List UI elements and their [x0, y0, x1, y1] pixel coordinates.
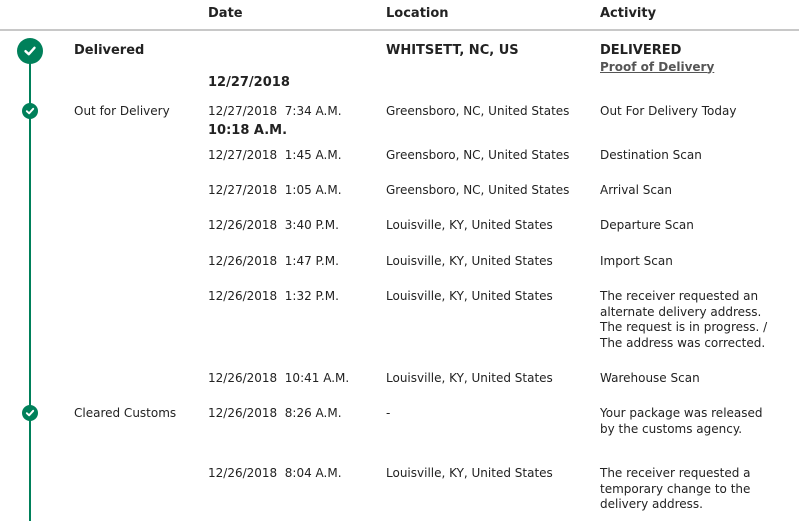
activity-cell: Arrival Scan [600, 183, 672, 197]
datetime-cell: 12/26/2018 8:26 A.M. [208, 406, 342, 420]
header-date: Date [208, 6, 243, 21]
datetime-cell: 12/27/2018 1:05 A.M. [208, 183, 342, 197]
datetime-cell: 12/26/2018 3:40 P.M. [208, 218, 339, 232]
activity-cell [600, 43, 780, 75]
location-cell: Louisville, KY, United States [386, 218, 553, 232]
datetime-cell: 12/26/2018 1:32 P.M. [208, 289, 339, 303]
location-cell: Louisville, KY, United States [386, 254, 553, 268]
location-cell: Greensboro, NC, United States [386, 104, 570, 118]
location-cell: Louisville, KY, United States [386, 289, 553, 303]
activity-cell: Warehouse Scan [600, 371, 700, 385]
header-divider [0, 29, 799, 31]
out-for-delivery-check-icon [22, 103, 38, 119]
location-cell: Greensboro, NC, United States [386, 148, 570, 162]
activity-cell: The receiver requested a temporary change to the delivery address. [600, 466, 751, 511]
proof-of-delivery-link[interactable]: Proof of Delivery [600, 59, 715, 74]
activity-cell: The receiver requested an alternate delivery address. The request is in progress. / The address was corrected. [600, 289, 768, 350]
location-cell: Louisville, KY, United States [386, 371, 553, 385]
activity-cell: Departure Scan [600, 218, 694, 232]
activity-cell: Import Scan [600, 254, 673, 268]
activity-cell: Your package was released by the customs agency. [600, 406, 763, 436]
delivered-time: 10:18 A.M. [208, 123, 288, 138]
header-location: Location [386, 6, 449, 21]
location-cell: Greensboro, NC, United States [386, 183, 570, 197]
location-cell: WHITSETT, NC, US [386, 43, 519, 58]
delivered-date: 12/27/2018 [208, 75, 290, 90]
datetime-cell: 12/26/2018 10:41 A.M. [208, 371, 350, 385]
cleared-customs-check-icon [22, 405, 38, 421]
table-header [0, 0, 799, 30]
datetime-cell: 12/26/2018 8:04 A.M. [208, 466, 342, 480]
delivered-check-icon [17, 38, 43, 64]
status-label: Cleared Customs [74, 406, 177, 420]
location-cell: - [386, 406, 391, 420]
status-label: Out for Delivery [74, 104, 170, 118]
activity-cell: Out For Delivery Today [600, 104, 737, 118]
location-cell: Louisville, KY, United States [386, 466, 553, 480]
datetime-cell: 12/27/2018 7:34 A.M. [208, 104, 342, 118]
datetime-cell: 12/27/2018 1:45 A.M. [208, 148, 342, 162]
header-activity: Activity [600, 6, 657, 21]
delivered-activity: DELIVERED [600, 43, 682, 58]
timeline-line [29, 50, 31, 521]
datetime-cell: 12/26/2018 1:47 P.M. [208, 254, 339, 268]
activity-cell: Destination Scan [600, 148, 702, 162]
status-label: Delivered [74, 43, 145, 58]
